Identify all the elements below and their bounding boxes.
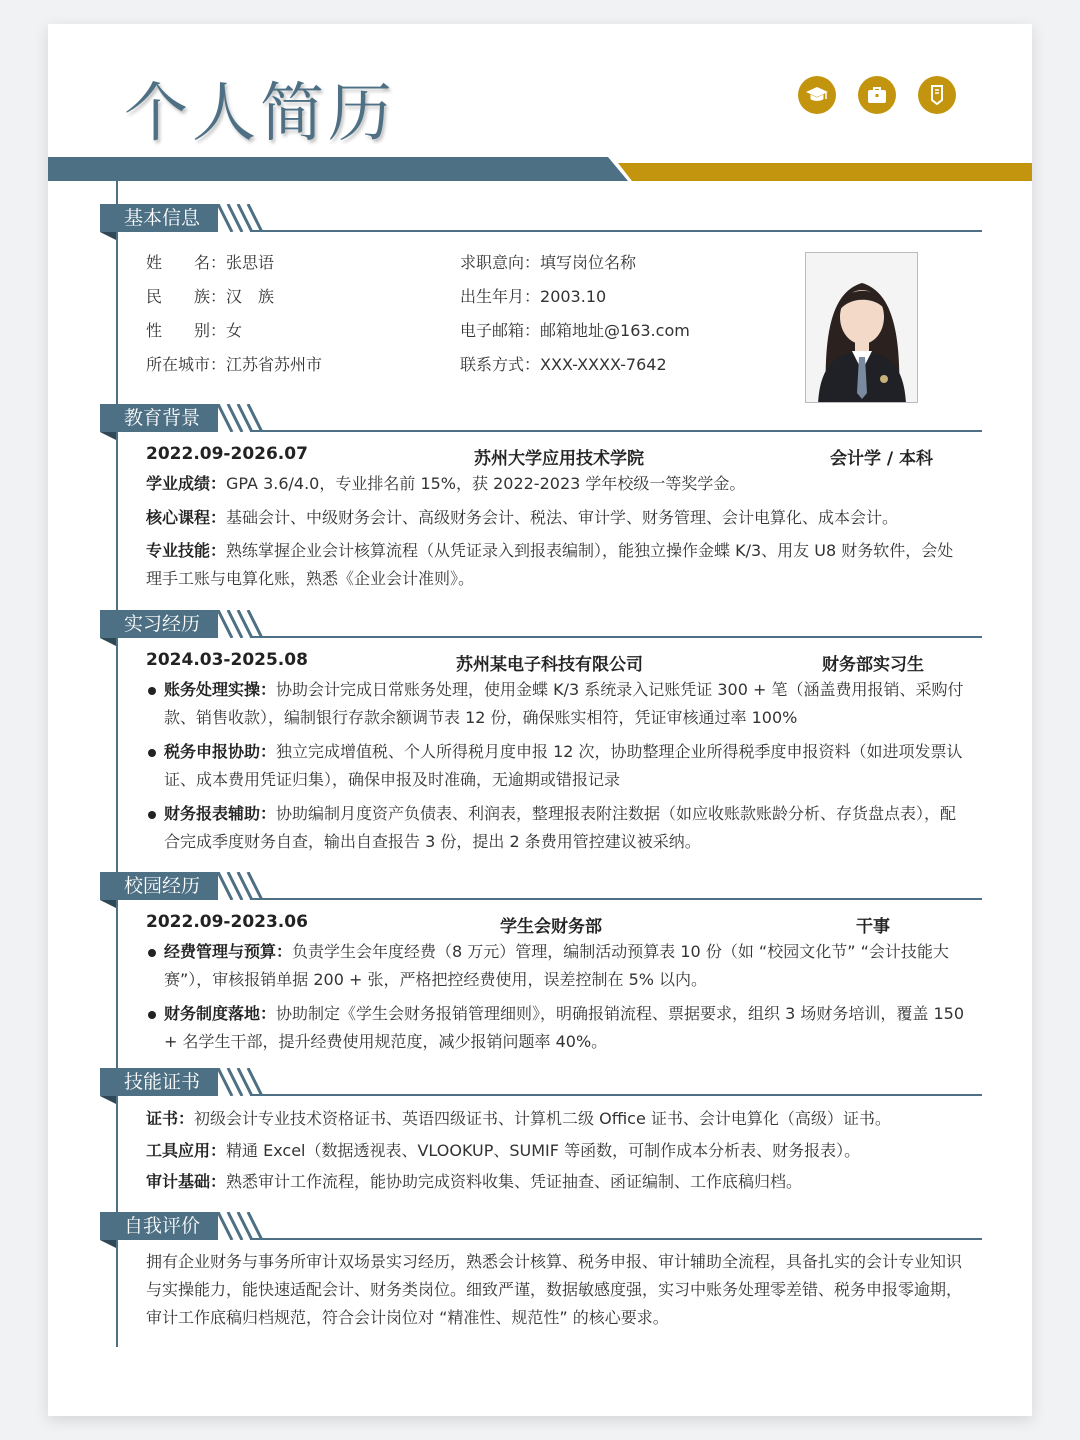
list-item: 税务申报协助：独立完成增值税、个人所得税月度申报 12 次，协助整理企业所得税季度申报资料（如进项发票认证、成本费用凭证归集），确保申报及时准确，无逾期或错报记录 [146, 738, 966, 794]
campus-period: 2022.09-2023.06 [146, 912, 308, 932]
cert-tools: 工具应用：精通 Excel（数据透视表、VLOOKUP、SUMIF 等函数，可制作成本分析表、财务报表）。 [146, 1141, 861, 1160]
info-phone: 联系方式：XXX-XXXX-7642 [460, 355, 667, 374]
section-title: 教育背景 [100, 404, 218, 432]
stripe-decoration [214, 1212, 264, 1240]
section-header-basic [100, 204, 982, 248]
list-item: 财务制度落地：协助制定《学生会财务报销管理细则》，明确报销流程、票据要求，组织 3 场财务培训，覆盖 150 + 名学生干部，提升经费使用规范度，减少报销问题率 40%。 [146, 1000, 966, 1056]
section-header-education [100, 404, 982, 448]
edu-grade: 学业成绩：GPA 3.6/4.0，专业排名前 15%，获 2022-2023 学年校级一等奖学金。 [146, 474, 746, 493]
profile-photo [805, 252, 918, 403]
info-city: 所在城市：江苏省苏州市 [146, 355, 323, 374]
edu-major: 会计学 / 本科 [830, 449, 934, 469]
campus-org: 学生会财务部 [500, 917, 602, 937]
certificate-icon [918, 76, 956, 114]
list-item: 经费管理与预算：负责学生会年度经费（8 万元）管理，编制活动预算表 10 份（如 “校园文化节” “会计技能大赛”），审核报销单据 200 + 张，严格把控经费使用，误差控制在 5% 以内。 [146, 938, 966, 994]
intern-period: 2024.03-2025.08 [146, 650, 308, 670]
intern-role: 财务部实习生 [822, 655, 924, 675]
intern-company: 苏州某电子科技有限公司 [456, 655, 643, 675]
section-header-campus [100, 872, 982, 916]
list-item: 财务报表辅助：协助编制月度资产负债表、利润表，整理报表附注数据（如应收账款账龄分析、存货盘点表），配合完成季度财务自查，输出自查报告 3 份，提出 2 条费用管控建议被采纳。 [146, 800, 966, 856]
info-email: 电子邮箱：邮箱地址@163.com [460, 321, 690, 340]
info-job: 求职意向：填写岗位名称 [460, 253, 637, 272]
section-header-internship [100, 610, 982, 654]
stripe-decoration [214, 204, 264, 232]
section-title: 校园经历 [100, 872, 218, 900]
campus-role: 干事 [856, 917, 890, 937]
edu-courses: 核心课程：基础会计、中级财务会计、高级财务会计、税法、审计学、财务管理、会计电算化、成本会计。 [146, 508, 899, 527]
graduation-cap-icon [798, 76, 836, 114]
stripe-decoration [214, 872, 264, 900]
section-title: 基本信息 [100, 204, 218, 232]
briefcase-icon [858, 76, 896, 114]
cert-certificates: 证书：初级会计专业技术资格证书、英语四级证书、计算机二级 Office 证书、会计电算化（高级）证书。 [146, 1109, 891, 1128]
edu-school: 苏州大学应用技术学院 [474, 449, 644, 469]
stripe-decoration [214, 404, 264, 432]
info-gender: 性 别：女 [146, 321, 243, 340]
info-name: 姓 名：张思语 [146, 253, 275, 272]
list-item: 账务处理实操：协助会计完成日常账务处理，使用金蝶 K/3 系统录入记账凭证 300 + 笔（涵盖费用报销、采购付款、销售收款），编制银行存款余额调节表 12 份，确保账实相符，凭证审核通过率 100% [146, 676, 966, 732]
cert-audit: 审计基础：熟悉审计工作流程，能协助完成资料收集、凭证抽查、函证编制、工作底稿归档。 [146, 1172, 803, 1191]
header-icons [798, 76, 956, 114]
section-title: 技能证书 [100, 1068, 218, 1096]
header-band-blue [48, 157, 628, 181]
stripe-decoration [214, 1068, 264, 1096]
info-ethnic: 民 族：汉 族 [146, 287, 275, 306]
edu-period: 2022.09-2026.07 [146, 444, 308, 464]
self-evaluation: 拥有企业财务与事务所审计双场景实习经历，熟悉会计核算、税务申报、审计辅助全流程，具备扎实的会计专业知识与实操能力，能快速适配会计、财务类岗位。细致严谨，数据敏感度强，实习中账务处理零差错、税务申报零逾期，审计工作底稿归档规范，符合会计岗位对 “精准性、规范性” 的核心要求。 [146, 1252, 963, 1327]
stripe-decoration [214, 610, 264, 638]
edu-skills: 专业技能：熟练掌握企业会计核算流程（从凭证录入到报表编制），能独立操作金蝶 K/3、用友 U8 财务软件，会处理手工账与电算化账，熟悉《企业会计准则》。 [146, 541, 954, 588]
timeline-line [116, 181, 118, 1347]
info-birth: 出生年月：2003.10 [460, 287, 607, 306]
header-band-gold [618, 163, 1032, 181]
resume-page [48, 24, 1032, 1416]
page-title: 个人简历 [124, 77, 396, 151]
section-title: 实习经历 [100, 610, 218, 638]
section-title: 自我评价 [100, 1212, 218, 1240]
